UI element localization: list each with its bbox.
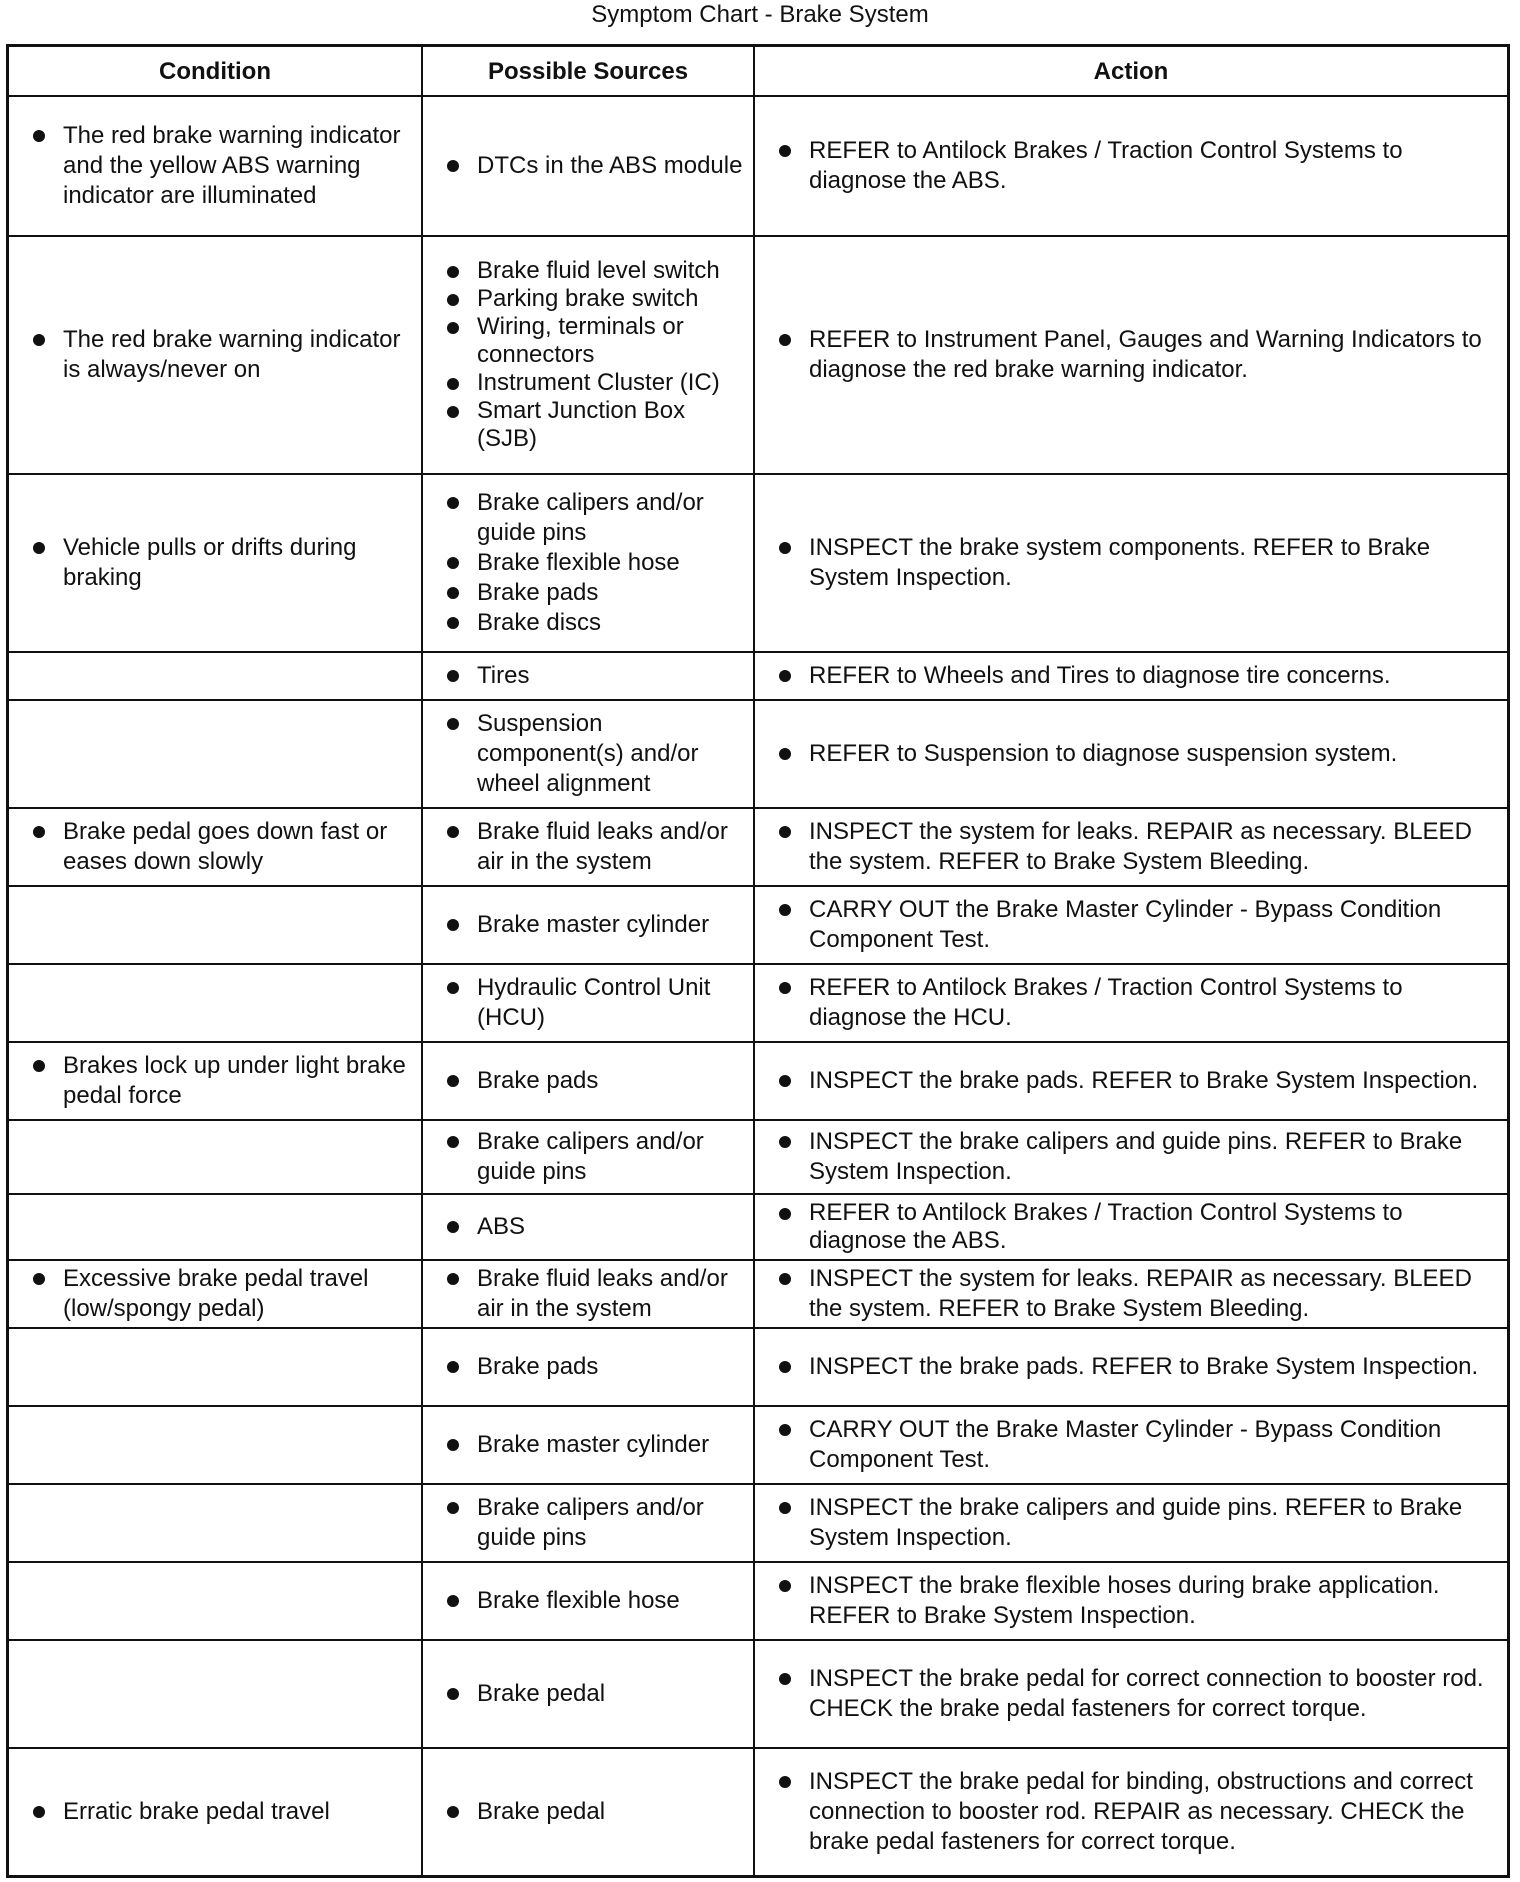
bullet-icon [779, 1136, 791, 1148]
bullet-icon [33, 826, 45, 838]
bullet-icon [447, 1806, 459, 1818]
action-text: INSPECT the system for leaks. REPAIR as necessary. BLEED the system. REFER to Brake System Bleeding. [775, 1264, 1501, 1324]
source-item: Brake master cylinder [443, 910, 747, 940]
bullet-icon [779, 1273, 791, 1285]
bullet-icon [779, 1673, 791, 1685]
bullet-icon [447, 826, 459, 838]
source-item: Brake fluid leaks and/or air in the system [443, 1264, 747, 1324]
source-item: Parking brake switch [443, 285, 747, 313]
bullet-icon [779, 1208, 791, 1220]
bullet-icon [447, 1688, 459, 1700]
bullet-icon [447, 982, 459, 994]
bullet-icon [779, 1361, 791, 1373]
action-text: INSPECT the brake pedal for correct connection to booster rod. CHECK the brake pedal fasteners for correct torque. [775, 1664, 1501, 1724]
bullet-icon [779, 1502, 791, 1514]
bullet-icon [447, 322, 459, 334]
bullet-icon [779, 982, 791, 994]
action-text: CARRY OUT the Brake Master Cylinder - Bypass Condition Component Test. [775, 895, 1501, 955]
source-item: Tires [443, 661, 747, 691]
source-item: Brake fluid level switch [443, 257, 747, 285]
source-item: Brake pads [443, 1066, 747, 1096]
table-row [9, 473, 1507, 651]
bullet-icon [447, 266, 459, 278]
source-item: ABS [443, 1212, 747, 1242]
table-header-row [9, 47, 1507, 97]
source-item: Brake flexible hose [443, 548, 747, 578]
table-row [9, 807, 1507, 885]
source-item: Brake pads [443, 578, 747, 608]
condition-text: The red brake warning indicator is always/never on [29, 325, 413, 385]
table-row [9, 1193, 1507, 1259]
bullet-icon [33, 542, 45, 554]
table-row [9, 1483, 1507, 1561]
bullet-icon [447, 718, 459, 730]
condition-text: Excessive brake pedal travel (low/spongy pedal) [29, 1264, 413, 1324]
bullet-icon [33, 1806, 45, 1818]
bullet-icon [447, 1075, 459, 1087]
bullet-icon [779, 670, 791, 682]
bullet-icon [447, 497, 459, 509]
bullet-icon [779, 334, 791, 346]
bullet-icon [779, 542, 791, 554]
table-row [9, 95, 1507, 235]
table-row [9, 651, 1507, 699]
action-text: INSPECT the brake calipers and guide pins. REFER to Brake System Inspection. [775, 1493, 1501, 1553]
table-row [9, 1561, 1507, 1639]
table-row [9, 1259, 1507, 1327]
condition-text: Brake pedal goes down fast or eases down slowly [29, 817, 413, 877]
bullet-icon [447, 617, 459, 629]
symptom-table [6, 44, 1510, 1878]
bullet-icon [447, 406, 459, 418]
bullet-icon [447, 1439, 459, 1451]
action-text: INSPECT the brake system components. REFER to Brake System Inspection. [775, 533, 1501, 593]
source-item: Brake fluid leaks and/or air in the system [443, 817, 747, 877]
table-row [9, 1405, 1507, 1483]
bullet-icon [33, 334, 45, 346]
condition-text: Erratic brake pedal travel [29, 1797, 413, 1827]
action-text: REFER to Wheels and Tires to diagnose tire concerns. [775, 661, 1501, 691]
source-item: Wiring, terminals or connectors [443, 313, 747, 369]
table-row [9, 1639, 1507, 1747]
action-text: INSPECT the brake flexible hoses during brake application. REFER to Brake System Inspection. [775, 1571, 1501, 1631]
bullet-icon [779, 145, 791, 157]
action-text: REFER to Antilock Brakes / Traction Control Systems to diagnose the ABS. [775, 136, 1501, 196]
action-text: INSPECT the system for leaks. REPAIR as necessary. BLEED the system. REFER to Brake System Bleeding. [775, 817, 1501, 877]
source-item: Instrument Cluster (IC) [443, 369, 747, 397]
source-item: Suspension component(s) and/or wheel alignment [443, 709, 747, 799]
table-row [9, 963, 1507, 1041]
bullet-icon [447, 670, 459, 682]
table-row [9, 235, 1507, 473]
table-row [9, 1747, 1507, 1875]
bullet-icon [447, 294, 459, 306]
action-text: INSPECT the brake pedal for binding, obstructions and correct connection to booster rod. REPAIR as necessary. CHECK the brake pedal fasteners for correct torque. [775, 1767, 1501, 1857]
source-item: Brake calipers and/or guide pins [443, 1127, 747, 1187]
bullet-icon [447, 1136, 459, 1148]
action-text: REFER to Suspension to diagnose suspension system. [775, 739, 1501, 769]
bullet-icon [779, 826, 791, 838]
source-item: Brake flexible hose [443, 1586, 747, 1616]
bullet-icon [447, 1502, 459, 1514]
table-row [9, 1119, 1507, 1193]
source-item: Brake pedal [443, 1797, 747, 1827]
bullet-icon [779, 748, 791, 760]
bullet-icon [33, 1273, 45, 1285]
action-text: REFER to Instrument Panel, Gauges and Warning Indicators to diagnose the red brake warning indicator. [775, 325, 1501, 385]
source-item: Brake calipers and/or guide pins [443, 488, 747, 548]
table-row [9, 1041, 1507, 1119]
table-row [9, 699, 1507, 807]
bullet-icon [447, 587, 459, 599]
action-text: INSPECT the brake calipers and guide pins. REFER to Brake System Inspection. [775, 1127, 1501, 1187]
bullet-icon [447, 1361, 459, 1373]
bullet-icon [779, 904, 791, 916]
bullet-icon [33, 1060, 45, 1072]
action-text: CARRY OUT the Brake Master Cylinder - Bypass Condition Component Test. [775, 1415, 1501, 1475]
table-row [9, 1327, 1507, 1405]
bullet-icon [447, 1595, 459, 1607]
bullet-icon [447, 378, 459, 390]
header-action: Action [753, 47, 1507, 97]
bullet-icon [779, 1776, 791, 1788]
action-text: REFER to Antilock Brakes / Traction Control Systems to diagnose the HCU. [775, 973, 1501, 1033]
bullet-icon [447, 919, 459, 931]
action-text: INSPECT the brake pads. REFER to Brake System Inspection. [775, 1066, 1501, 1096]
condition-text: Brakes lock up under light brake pedal force [29, 1051, 413, 1111]
header-possible-sources: Possible Sources [421, 47, 753, 97]
condition-text: The red brake warning indicator and the yellow ABS warning indicator are illuminated [29, 121, 413, 211]
source-item: Smart Junction Box (SJB) [443, 397, 747, 453]
bullet-icon [447, 557, 459, 569]
bullet-icon [779, 1424, 791, 1436]
action-text: REFER to Antilock Brakes / Traction Control Systems to diagnose the ABS. [775, 1199, 1501, 1255]
bullet-icon [447, 1221, 459, 1233]
action-text: INSPECT the brake pads. REFER to Brake System Inspection. [775, 1352, 1501, 1382]
source-item: Brake pedal [443, 1679, 747, 1709]
bullet-icon [447, 160, 459, 172]
header-condition: Condition [159, 58, 271, 85]
condition-text: Vehicle pulls or drifts during braking [29, 533, 413, 593]
source-item: Brake calipers and/or guide pins [443, 1493, 747, 1553]
source-item: Brake pads [443, 1352, 747, 1382]
source-item: Hydraulic Control Unit (HCU) [443, 973, 747, 1033]
bullet-icon [779, 1580, 791, 1592]
bullet-icon [447, 1273, 459, 1285]
chart-title: Symptom Chart - Brake System [591, 1, 929, 28]
bullet-icon [779, 1075, 791, 1087]
source-item: DTCs in the ABS module [443, 151, 747, 181]
source-item: Brake discs [443, 608, 747, 638]
table-row [9, 885, 1507, 963]
bullet-icon [33, 130, 45, 142]
source-item: Brake master cylinder [443, 1430, 747, 1460]
